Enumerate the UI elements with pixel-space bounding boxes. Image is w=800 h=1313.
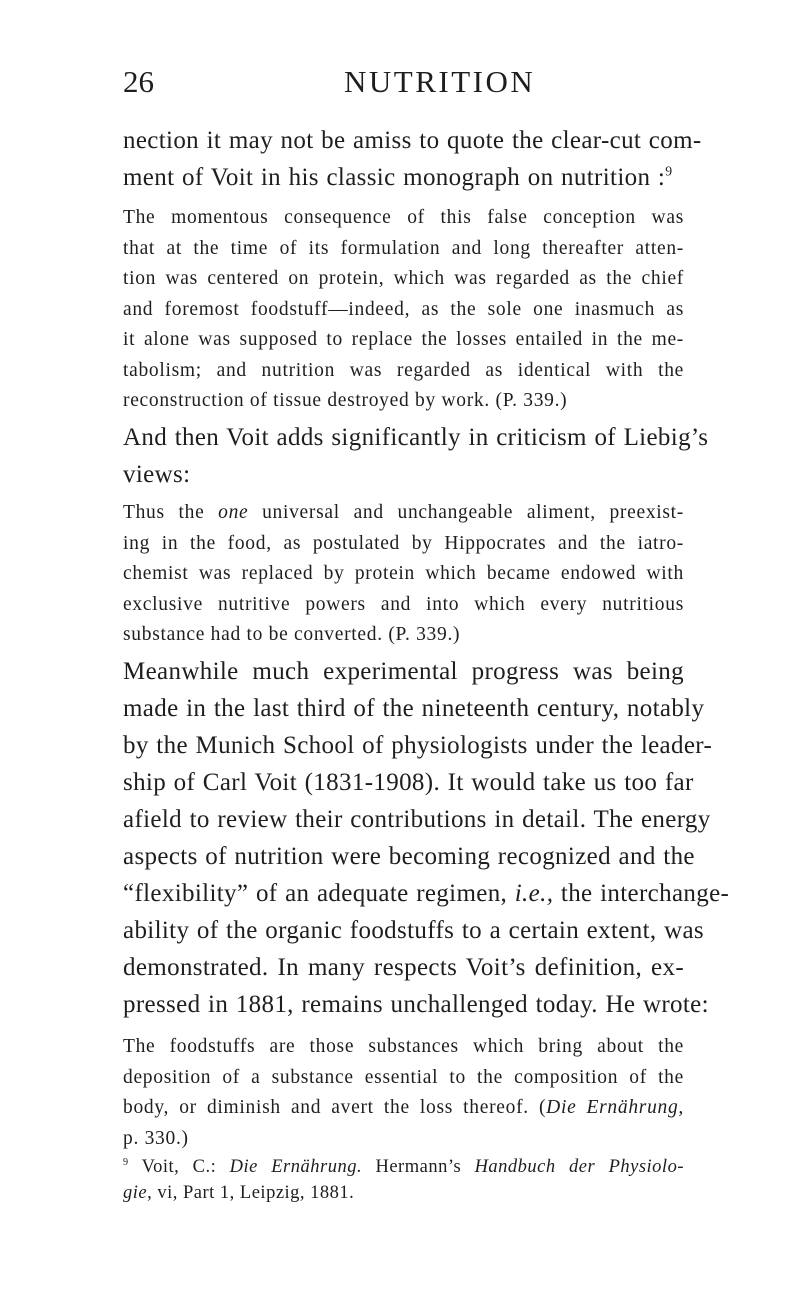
paragraph-line: ship of Carl Voit (1831-1908). It would take us too far bbox=[123, 769, 694, 796]
quote-line: chemist was replaced by protein which became endowed with bbox=[123, 563, 684, 584]
paragraph-line: made in the last third of the nineteenth century, notably bbox=[123, 695, 705, 722]
paragraph-line: pressed in 1881, remains unchallenged today. He wrote: bbox=[123, 991, 709, 1018]
quote-line: The momentous consequence of this false conception was bbox=[123, 207, 684, 228]
paragraph-text: “flexibility” of an adequate regimen, bbox=[123, 880, 515, 907]
paragraph-munich-school bbox=[123, 653, 730, 1023]
paragraph-line: nection it may not be amiss to quote the clear-cut com- bbox=[123, 127, 702, 154]
paragraph-line: And then Voit adds significantly in criticism of Liebig’s bbox=[123, 424, 709, 451]
quote-line: tion was centered on protein, which was regarded as the chief bbox=[123, 268, 684, 289]
quote-line: that at the time of its formulation and long thereafter atten- bbox=[123, 237, 684, 259]
quote-line: p. 330.) bbox=[123, 1127, 189, 1149]
paragraph-line-text: ment of Voit in his classic monograph on nutrition : bbox=[123, 164, 666, 191]
quote-line bbox=[123, 498, 684, 529]
paragraph-line: afield to review their contributions in detail. The energy bbox=[123, 806, 711, 833]
paragraph-line: aspects of nutrition were becoming recognized and the bbox=[123, 843, 695, 870]
quote-text: body, or diminish and avert the loss thereof. ( bbox=[123, 1097, 547, 1118]
footnote-line bbox=[123, 1180, 684, 1206]
paragraph-emphasis: i.e., bbox=[514, 880, 554, 907]
quote-line: ing in the food, as postulated by Hippocrates and the iatro- bbox=[123, 532, 684, 554]
footnote-line bbox=[123, 1154, 684, 1180]
paragraph-text: the interchange- bbox=[553, 880, 730, 907]
paragraph-line bbox=[123, 875, 730, 912]
quote-line: deposition of a substance essential to the composition of the bbox=[123, 1066, 684, 1088]
paragraph-intro bbox=[123, 122, 702, 196]
quote-text: universal and unchangeable aliment, preexist- bbox=[248, 502, 684, 523]
quote-line: reconstruction of tissue destroyed by work. (P. 339.) bbox=[123, 390, 568, 411]
quote-line: exclusive nutritive powers and into which every nutritious bbox=[123, 593, 684, 615]
running-head bbox=[123, 62, 683, 106]
quote-line: substance had to be converted. (P. 339.) bbox=[123, 624, 461, 645]
block-quote-voit-aliment bbox=[123, 498, 684, 651]
footnote-marker: 9 bbox=[123, 1156, 129, 1168]
paragraph-line: by the Munich School of physiologists under the leader- bbox=[123, 732, 713, 759]
quote-line: tabolism; and nutrition was regarded as identical with the bbox=[123, 359, 684, 381]
paragraph-line: ability of the organic foodstuffs to a certain extent, was bbox=[123, 917, 704, 944]
footnote-emphasis: Die Ernährung. bbox=[229, 1157, 363, 1177]
page-number: 26 bbox=[123, 64, 154, 99]
quote-emphasis: Die Ernährung, bbox=[546, 1097, 685, 1118]
footnote-text: Hermann’s bbox=[362, 1157, 475, 1177]
paragraph-liebig-criticism bbox=[123, 419, 709, 493]
paragraph-line: demonstrated. In many respects Voit’s definition, ex- bbox=[123, 954, 684, 981]
quote-line bbox=[123, 1093, 684, 1124]
footnote-reference: 9 bbox=[665, 163, 673, 179]
block-quote-voit-consequence bbox=[123, 203, 684, 417]
quote-line: it alone was supposed to replace the losses entailed in the me- bbox=[123, 329, 684, 350]
footnote-text: vi, Part 1, Leipzig, 1881. bbox=[152, 1183, 355, 1203]
footnote-emphasis: gie, bbox=[123, 1183, 153, 1203]
footnote bbox=[123, 1154, 684, 1206]
quote-text: Thus the bbox=[123, 502, 219, 523]
footnote-text: Voit, C.: bbox=[128, 1157, 230, 1177]
quote-emphasis: one bbox=[218, 502, 249, 523]
quote-line: The foodstuffs are those substances which bring about the bbox=[123, 1036, 684, 1057]
footnote-emphasis: Handbuch der Physiolo- bbox=[474, 1157, 684, 1177]
paragraph-line: views: bbox=[123, 461, 191, 488]
quote-line: and foremost foodstuff—indeed, as the sole one inasmuch as bbox=[123, 298, 684, 320]
running-title: NUTRITION bbox=[344, 64, 536, 99]
paragraph-line: Meanwhile much experimental progress was being bbox=[123, 658, 684, 685]
paragraph-line bbox=[123, 159, 684, 196]
block-quote-voit-definition bbox=[123, 1032, 684, 1154]
